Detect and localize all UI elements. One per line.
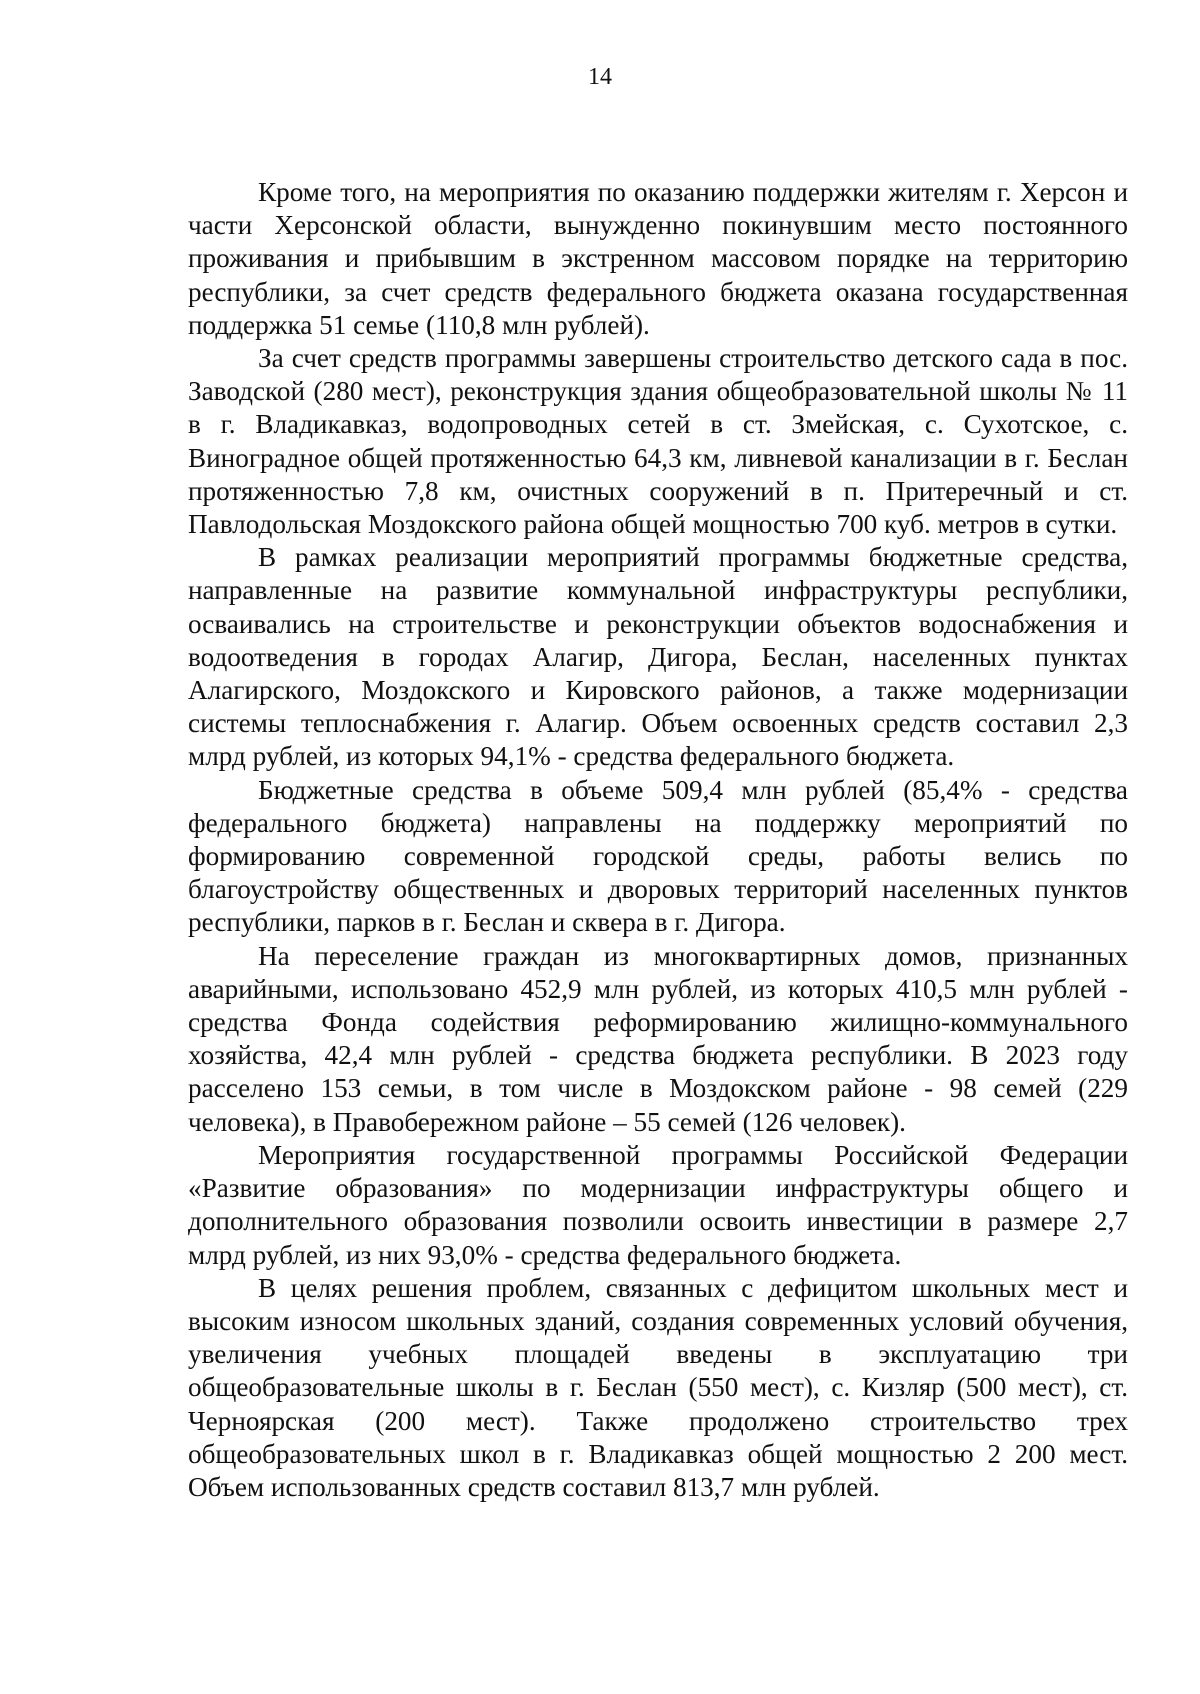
paragraph-school-construction: В целях решения проблем, связанных с дефицитом школьных мест и высоким износом школьных зданий, создания современных условий обучения, увеличения учебных площадей введены в эксплуатацию три общеобразовательные школы в г. Беслан (550 мест), с. Кизляр (500 мест), ст. Черноярская (200 мест). Также продолжено строительство трех общеобразовательных школ в г. Владикавказ общей мощностью 2 200 мест. Объем использованных средств составил 813,7 млн рублей. [188, 1272, 1128, 1502]
paragraph-kherson-support: Кроме того, на мероприятия по оказанию поддержки жителям г. Херсон и части Херсонской области, вынужденно покинувшим место постоянного проживания и прибывшим в экстренном массовом порядке на территорию республики, за счет средств федерального бюджета оказана государственная поддержка 51 семье (110,8 млн рублей). [188, 177, 1128, 340]
paragraph-communal-infrastructure: В рамках реализации мероприятий программы бюджетные средства, направленные на развитие коммунальной инфраструктуры республики, осваивались на строительстве и реконструкции объектов водоснабжения и водоотведения в городах Алагир, Дигора, Беслан, населенных пунктах Алагирского, Моздокского и Кировского районов, а также модернизации системы теплоснабжения г. Алагир. Объем освоенных средств составил 2,3 млрд рублей, из которых 94,1% - средства федерального бюджета. [188, 542, 1128, 772]
body-text [188, 176, 1128, 1504]
paragraph-urban-environment: Бюджетные средства в объеме 509,4 млн рублей (85,4% - средства федерального бюджета) направлены на поддержку мероприятий по формированию современной городской среды, работы велись по благоустройству общественных и дворовых территорий населенных пунктов республики, парков в г. Беслан и сквера в г. Дигора. [188, 774, 1128, 938]
paragraph-resettlement: На переселение граждан из многоквартирных домов, признанных аварийными, использовано 452,9 млн рублей, из которых 410,5 млн рублей - средства Фонда содействия реформированию жилищно-коммунального хозяйства, 42,4 млн рублей - средства бюджета республики. В 2023 году расселено 153 семьи, в том числе в Моздокском районе - 98 семей (229 человека), в Правобережном районе – 55 семей (126 человек). [188, 940, 1128, 1137]
page-number: 14 [588, 64, 612, 90]
paragraph-program-construction: За счет средств программы завершены строительство детского сада в пос. Заводской (280 мест), реконструкция здания общеобразовательной школы № 11 в г. Владикавказ, водопроводных сетей в ст. Змейская, с. Сухотское, с. Виноградное общей протяженностью 64,3 км, ливневой канализации в г. Беслан протяженностью 7,8 км, очистных сооружений в п. Притеречный и ст. Павлодольская Моздокского района общей мощностью 700 куб. метров в сутки. [188, 343, 1128, 540]
paragraph-education-program: Мероприятия государственной программы Российской Федерации «Развитие образования» по модернизации инфраструктуры общего и дополнительного образования позволили освоить инвестиции в размере 2,7 млрд рублей, из них 93,0% - средства федерального бюджета. [188, 1139, 1128, 1270]
